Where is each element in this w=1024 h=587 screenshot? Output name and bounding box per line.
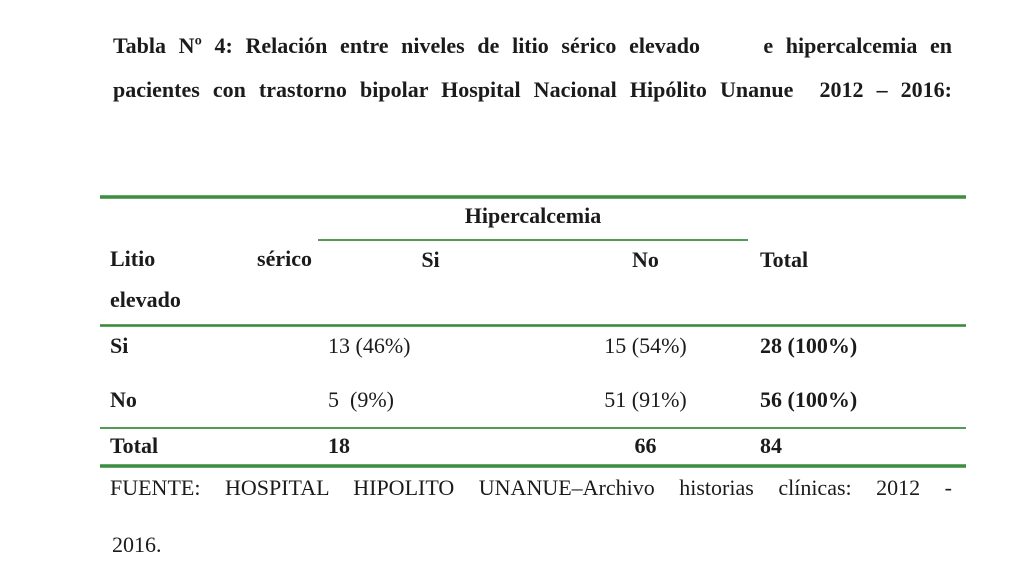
table-row-no-label: No bbox=[110, 387, 137, 412]
table-row-no-value-total: 56 (100%) bbox=[760, 387, 858, 412]
table-row-si-value-no: 15 (54%) bbox=[604, 333, 687, 358]
table-title-line2: pacientes con trastorno bipolar Hospital Nacional Hipólito Unanue 2012 – 2016: bbox=[113, 77, 952, 102]
table-row-si-value-si: 13 (46%) bbox=[328, 333, 411, 358]
row-header-word-serico: sérico bbox=[257, 246, 312, 271]
column-group-header-hipercalcemia: Hipercalcemia bbox=[464, 203, 602, 228]
table-title bbox=[113, 24, 952, 112]
table-row-total-value-total: 84 bbox=[760, 433, 782, 458]
table-title-line1: Tabla Nº 4: Relación entre niveles de litio sérico elevado e hipercalcemia en bbox=[113, 33, 952, 58]
source-note-line2: 2016. bbox=[112, 532, 162, 557]
table-bottom-rule bbox=[100, 464, 966, 468]
table-row-total-value-no: 66 bbox=[634, 433, 657, 458]
table-row-total-label: Total bbox=[110, 433, 159, 458]
table-row-no-value-no: 51 (91%) bbox=[604, 387, 687, 412]
table-header-rule bbox=[100, 324, 966, 327]
source-note-line1: FUENTE: HOSPITAL HIPOLITO UNANUE–Archivo historias clínicas: 2012 - bbox=[110, 475, 952, 500]
column-header-no: No bbox=[632, 247, 659, 272]
row-header-word-litio: Litio bbox=[110, 246, 156, 271]
row-header-litio-serico bbox=[110, 246, 312, 272]
table-row-no-value-si: 5 (9%) bbox=[328, 387, 394, 412]
column-header-si: Si bbox=[421, 247, 440, 272]
table-row-si-label: Si bbox=[110, 333, 129, 358]
row-header-elevado: elevado bbox=[110, 287, 181, 312]
table-row-si-value-total: 28 (100%) bbox=[760, 333, 858, 358]
hipercalcemia-span-rule bbox=[318, 239, 748, 241]
table-row-total-value-si: 18 bbox=[328, 433, 350, 458]
table-total-rule bbox=[100, 427, 966, 429]
table-top-rule bbox=[100, 195, 966, 199]
column-header-total: Total bbox=[760, 247, 809, 272]
